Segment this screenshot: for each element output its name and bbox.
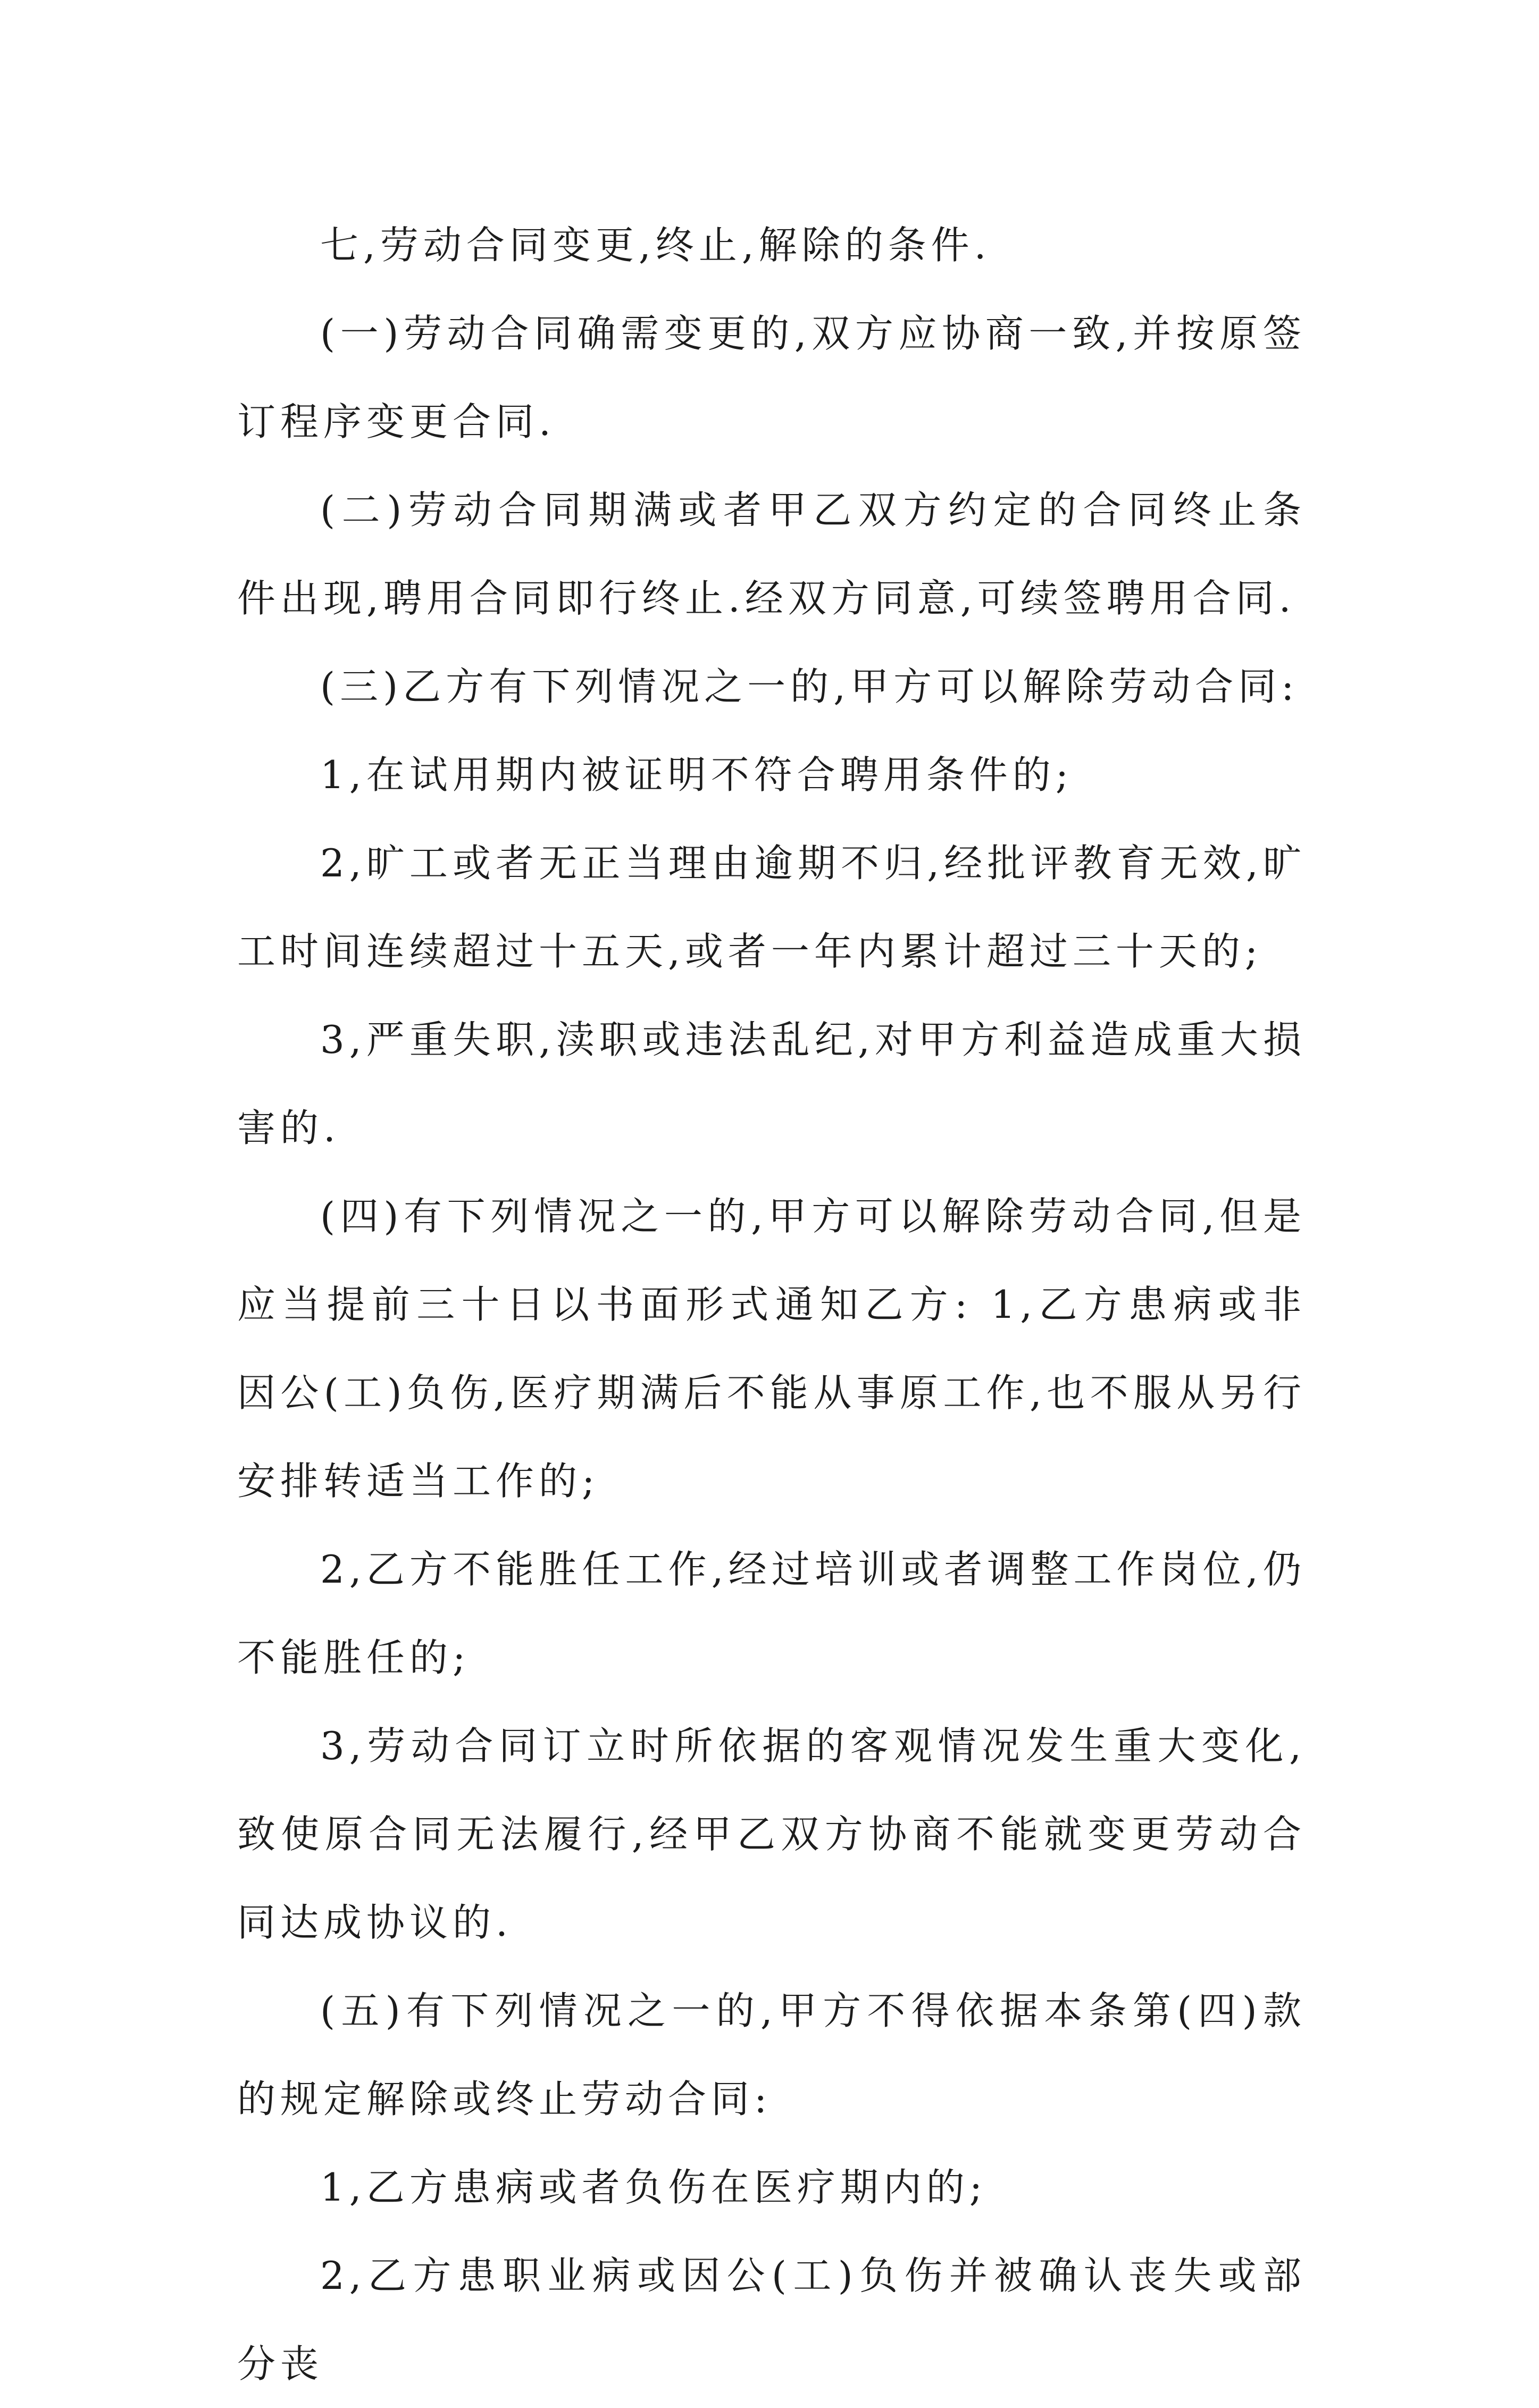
paragraph: (四)有下列情况之一的,甲方可以解除劳动合同,但是应当提前三十日以书面形式通知乙方: 1,乙方患病或非因公(工)负伤,医疗期满后不能从事原工作,也不服从另行安排转适当工作的; — [237, 1194, 1306, 1503]
list-item: 3,劳动合同订立时所依据的客观情况发生重大变化,致使原合同无法履行,经甲乙双方协商不能就变更劳动合同达成协议的. — [237, 1724, 1306, 1945]
list-item: 3,严重失职,渎职或违法乱纪,对甲方利益造成重大损害的. — [237, 1017, 1306, 1150]
paragraph: (三)乙方有下列情况之一的,甲方可以解除劳动合同: — [320, 664, 1299, 709]
list-item: 1,在试用期内被证明不符合聘用条件的; — [320, 752, 1073, 797]
list-item: 2,乙方患职业病或因公(工)负伤并被确认丧失或部分丧 — [237, 2253, 1306, 2386]
document-body — [237, 201, 1306, 2408]
list-item: 2,乙方不能胜任工作,经过培训或者调整工作岗位,仍不能胜任的; — [237, 1547, 1306, 1680]
paragraph: (五)有下列情况之一的,甲方不得依据本条第(四)款的规定解除或终止劳动合同: — [237, 1988, 1306, 2121]
section-heading: 七,劳动合同变更,终止,解除的条件. — [320, 223, 991, 267]
list-item: 1,乙方患病或者负伤在医疗期内的; — [320, 2165, 987, 2210]
list-item: 2,旷工或者无正当理由逾期不归,经批评教育无效,旷工时间连续超过十五天,或者一年内累计超过三十天的; — [237, 841, 1306, 974]
paragraph: (二)劳动合同期满或者甲乙双方约定的合同终止条件出现,聘用合同即行终止.经双方同意,可续签聘用合同. — [237, 488, 1306, 621]
paragraph: (一)劳动合同确需变更的,双方应协商一致,并按原签订程序变更合同. — [237, 311, 1306, 444]
